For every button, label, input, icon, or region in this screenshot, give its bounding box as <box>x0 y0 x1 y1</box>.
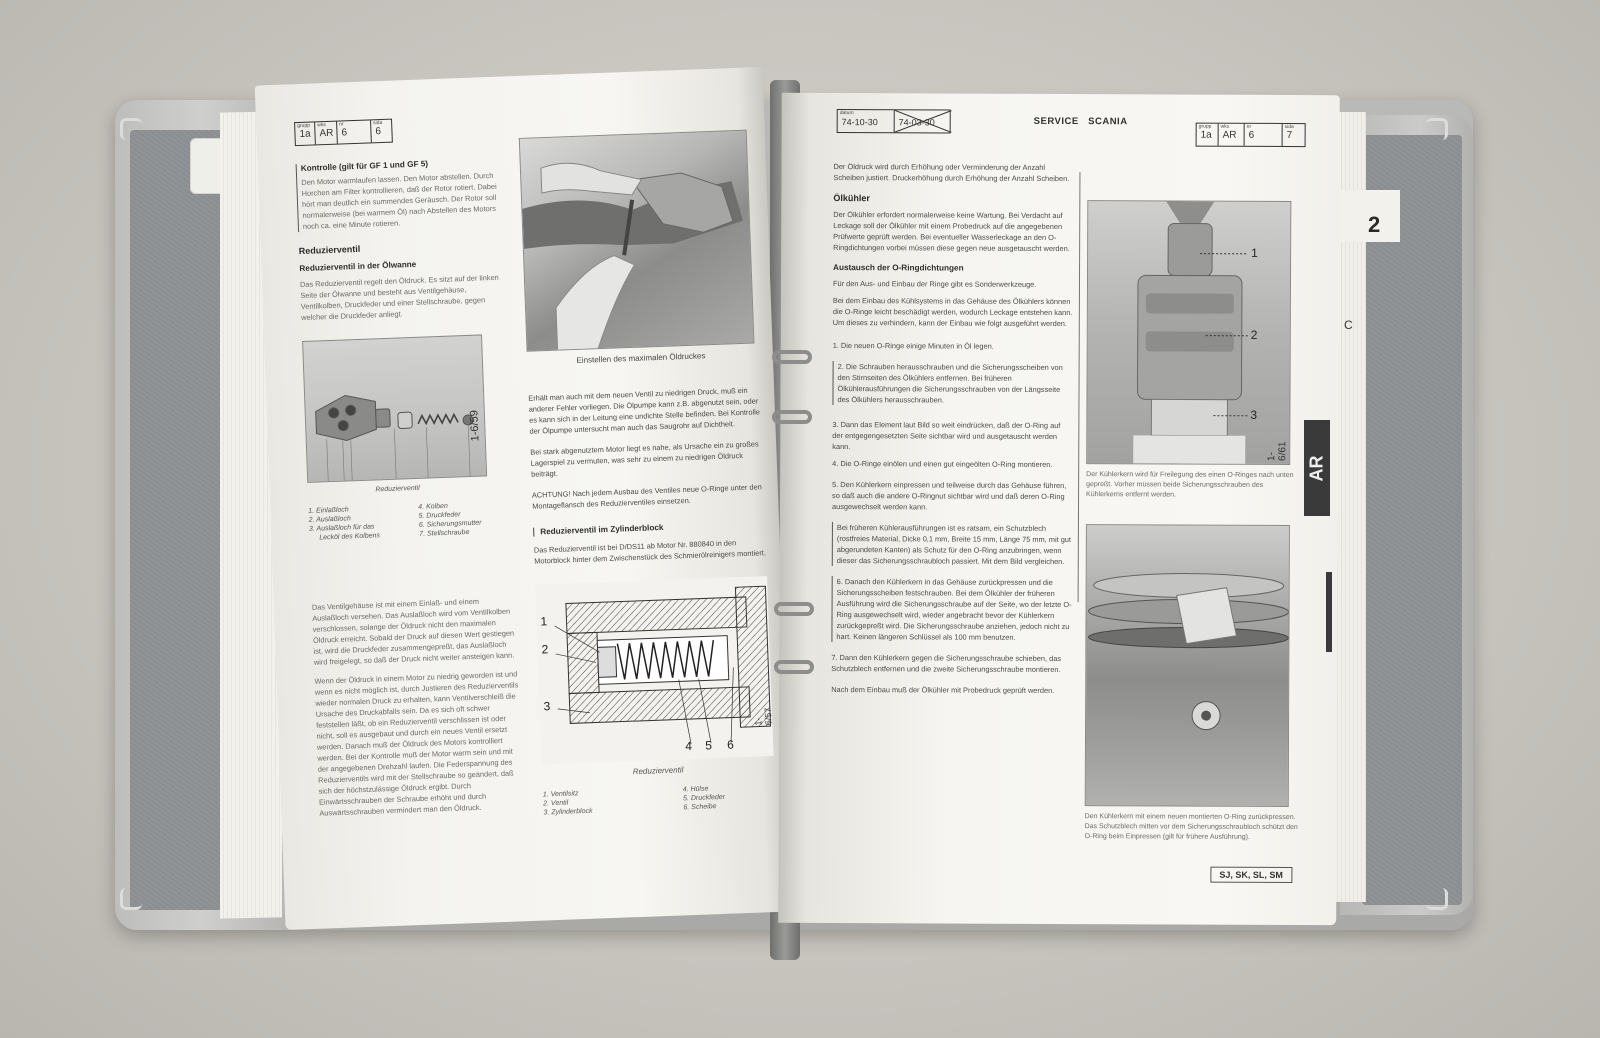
binder-ring <box>774 660 814 674</box>
parts-illustration <box>303 335 487 483</box>
tab-ar-label: AR <box>1306 455 1327 481</box>
corner-top-right <box>1426 118 1448 140</box>
nr-label: nr <box>339 121 344 128</box>
legend-item: 4. Kolben <box>418 502 448 511</box>
step-item: 3. Dann das Element laut Bild so weit eindrücken, daß der O-Ring auf der entgegengesetzten Seite sichtbar wird und ausgetauscht werden kann. <box>832 420 1061 452</box>
grupp-label: grupp <box>1198 123 1212 130</box>
wks-value: AR <box>319 127 334 140</box>
models-box: SJ, SK, SL, SM <box>1210 867 1292 883</box>
step-item: 2. Die Schrauben herausschrauben und die Sicherungsscheiben von den Stirnseiten des Ölkühlers entfernen. Bei früheren Ölkühlerausführungen die Sicherungsschrauben von der Längsseite des Ölkühlers herausschrauben. <box>832 361 1072 406</box>
right-page <box>778 93 1340 925</box>
left-header-grid <box>294 119 393 147</box>
step-item: 7. Dann den Kühlerkern gegen die Sicherungsschraube schieben, das Schutzblech entfernen und die zweite Sicherungsschraube montieren. <box>831 653 1062 675</box>
para-neuen-ventil: Erhält man auch mit dem neuen Ventil zu niedrigen Druck, muß ein anderer Fehler vorliegen. Die Ölpumpe kann z.B. abgenutzt sein, oder es kann sich in der Leitung eine undichte Stelle befinden. Bei Kontrolle der Ölpumpe untersucht man auch das Saugrohr auf Dichtheit. <box>528 385 761 436</box>
heading-austausch: Austausch der O-Ringdichtungen <box>833 263 964 273</box>
legend-item: 5. Druckfeder <box>682 793 726 803</box>
tab-c[interactable]: C <box>1344 318 1353 332</box>
para-ventil: Das Ventilgehäuse ist mit einem Einlaß- und einem Auslaßloch versehen. Das Auslaßloch wird vom Ventilkolben verschlossen, solange der Öldruck nicht den maximalen Öldruck erreicht. Sobald der Druck auf diesen Wert gestiegen ist, wird die Druckfeder zusammengepreßt, das Auslaßloch wird freigelegt, so daß der Druck nicht weiter ansteigen kann. <box>311 596 515 667</box>
photo-reduzierventil-parts <box>302 334 487 483</box>
diagram-label: 1 <box>540 614 548 629</box>
hand-shape <box>541 160 642 198</box>
sida-label: sida <box>1284 123 1294 131</box>
legend-zylinderblock <box>543 783 776 816</box>
para-zu-niedrig: Wenn der Öldruck in einem Motor zu niedrig geworden ist und wenn es nicht möglich ist, durch Justieren des Reduzierventils wieder normalen Druck zu erhalten, kann Ventilverschleiß die Ursache des Druckabfalls sein. Da es sich oft schwer feststellen läßt, ob ein Reduzierventil verschlissen ist oder nicht, soll es ausgebaut und durch ein neues Ventil ersetzt werden. Danach muß der Öldruck des Motors kontrolliert werden. Bei der Kontrolle muß der Motor warm sein und mit der angegebenen Drehzahl laufen. Die Federspannung des Reduzierventils wird mit der Stellschraube so geändert, daß sich der höchstzulässige Öldruck ergibt. Durch Einwärtsschrauben der Schraube erhöht und durch Auswärtsschrauben vermindert man den Öldruck. <box>314 669 519 818</box>
datum-strike <box>895 110 952 132</box>
legend-item: 6. Scheibe <box>683 803 717 812</box>
nr-label: nr <box>1246 123 1252 130</box>
oil-cooler-illustration <box>1087 201 1291 465</box>
legend-item: 1. Einlaßloch <box>308 506 349 515</box>
left-col-2 <box>519 129 776 816</box>
para-intro: Der Öldruck wird durch Erhöhung oder Verminderung der Anzahl Scheiben justiert. Druckerhöhung durch Erhöhung der Anzahl Scheiben. <box>833 162 1070 184</box>
para-abgenutzt: Bei stark abgenutztem Motor liegt es nahe, als Ursache ein zu großes Lagerspiel zu vermuten, was sehr zu einem zu niedrigen Öldruck beiträgt. <box>530 439 759 479</box>
legend-item: 7. Stellschraube <box>419 529 470 538</box>
photo-label: 3 <box>1250 407 1258 422</box>
diagram-caption: Reduzierventil <box>632 765 684 777</box>
wks-value: AR <box>1222 129 1237 141</box>
photo-kuehlerkern-2 <box>1085 524 1290 807</box>
photo-kuehlerkern-1 <box>1086 200 1291 465</box>
grupp-value: 1a <box>299 128 311 140</box>
sida-value: 7 <box>1286 129 1293 142</box>
left-page <box>255 67 794 930</box>
sida-value: 6 <box>375 125 382 138</box>
step-item: 1. Die neuen O-Ringe einige Minuten in Öl legen. <box>832 341 994 351</box>
photo-label: 2 <box>1250 327 1258 342</box>
para-achtung: ACHTUNG! Nach jedem Ausbau des Ventiles neue O-Ringe unter den Montageflansch des Reduzierventiles einsetzen. <box>531 482 762 511</box>
sida-label: sida <box>373 119 383 127</box>
hand-shape <box>554 255 637 352</box>
right-col-1 <box>831 161 1073 696</box>
index-tab-edge <box>1326 572 1332 652</box>
para-kontrolle: Den Motor warmlaufen lassen. Den Motor abstellen. Durch Horchen am Filter kontrollieren, daß der Rotor rotiert. Dabei hört man deutlich ein summendes Geräusch. Der Rotor soll normalerweise (bei warmem Öl) nach Abstellen des Motors noch ca. eine Minute rotieren. <box>301 170 497 231</box>
wks-label: wks <box>1220 123 1230 130</box>
corner-top-left <box>120 118 142 140</box>
nr-value: 6 <box>341 127 348 139</box>
steps-list <box>831 340 1073 696</box>
left-col-1 <box>296 157 525 819</box>
brand-service-scania: SERVICE SCANIA <box>1033 115 1128 128</box>
binder-board-right <box>1362 135 1462 905</box>
binder-ring <box>772 410 812 424</box>
einstellen-illustration <box>520 131 755 352</box>
diagram-label: 4 <box>684 739 693 754</box>
step-item: 5. Den Kühlerkern einpressen und teilweise durch das Gehäuse führen, so daß auch die andere O-Ringnut sichtbar wird und daß deren O-Ring ausgewechselt werden kann. <box>831 480 1067 512</box>
column-divider <box>1078 172 1081 602</box>
heading-kontrolle: Kontrolle (gilt für GF 1 und GF 5) <box>300 159 429 173</box>
legend-item: 4. Hülse <box>682 785 709 794</box>
photo-code-1-6-59: 1-6/59 <box>468 409 482 442</box>
right-header-grid <box>1196 123 1306 147</box>
corner-bottom-left <box>120 888 142 910</box>
diagram-label: 5 <box>704 738 713 753</box>
para-zylinderblock: Das Reduzierventil ist bei D/DS11 ab Motor Nr. 880840 in den Motorblock hinter dem Zwischenstück des Schmierölreinigers montiert. <box>533 538 766 566</box>
binder-ring <box>772 350 812 364</box>
step-item: 4. Die O-Ringe einölen und einen gut eingeölten O-Ring montieren. <box>832 459 1053 469</box>
photo-label: 1 <box>1251 245 1258 260</box>
step-item: Bei früheren Kühlerausführungen ist es ratsam, ein Schutzblech (rostfreies Material, Dicke 0,1 mm, Breite 15 mm, Länge 75 mm, mit gut abgerundeten Kanten) als Schutz für den O-Ring anzubringen, wenn dieser das Sicherungsschraubloch passiert. Mit dem Bild vergleichen. <box>832 522 1072 567</box>
diagram-label: 2 <box>541 642 549 657</box>
diagram-label: 3 <box>543 699 551 714</box>
wks-label: wks <box>317 122 326 129</box>
nr-value: 6 <box>1248 129 1255 141</box>
legend-item: 6. Sicherungsmutter <box>418 519 482 529</box>
step-item: 6. Danach den Kühlerkern in das Gehäuse zurückpressen und die Sicherungsscheiben festschrauben. Bei dem Ölkühler der früheren Ausführung wird die Sicherungsschraube auf der Seite, wo der letzte O-Ring ausgewechselt wird, wieder angebracht bevor der Kühlerkern zurückgepreßt wird. Die Sicherungsschraube anziehen, jedoch nicht zu hart. Keinen längeren Schlüssel als 100 mm benutzen. <box>831 576 1071 643</box>
photo-caption-reduzierventil: Reduzierventil <box>375 484 420 494</box>
valve-housing-shape <box>315 394 377 441</box>
para-sonderwerkzeug: Für den Aus- und Einbau der Ringe gibt es Sonderwerkzeuge. <box>832 279 1037 289</box>
protection-sheet-shape <box>1176 588 1236 644</box>
valve-section-drawing <box>535 576 773 764</box>
diagram-code: 1-6/57 <box>753 707 774 726</box>
legend-item: 3. Zylinderblock <box>543 807 593 817</box>
diagram-label: 6 <box>726 737 735 752</box>
legend-reduzierventil <box>308 500 514 541</box>
tab-number[interactable]: 2 <box>1368 212 1381 237</box>
subheading-oelwanne: Reduzierventil in der Ölwanne <box>299 259 417 274</box>
photo1-caption: Der Kühlerkern wird für Freilegung des einen O-Ringes nach unten gepreßt. Vorher müssen beide Sicherungsschrauben des Kühlerkerns entfernt werden. <box>1086 471 1294 499</box>
right-col-2 <box>1085 200 1308 843</box>
datum-label: datum <box>839 110 854 117</box>
step-item: Nach dem Einbau muß der Ölkühler mit Probedruck geprüft werden. <box>831 685 1055 695</box>
heading-reduzierventil: Reduzierventil <box>298 243 361 257</box>
para-oelkuehler: Der Ölkühler erfordert normalerweise keine Wartung. Bei Verdacht auf Leckage soll der Ölkühler mit einem Probedruck auf die angegebenen Prüfwerte geprüft werden. Bei eventueller Wasserleckage an den O-Ringdichtungen vorbei müssen diese gegen neue ausgetauscht werden. <box>833 210 1070 254</box>
photo-caption-einstellen: Einstellen des maximalen Öldruckes <box>576 351 706 365</box>
photo-code-1-6-61: 1-6/61 <box>1266 441 1289 461</box>
datum-box <box>837 109 951 133</box>
legend-item: 2. Auslaßloch <box>308 515 351 524</box>
diagram-zylinderblock <box>535 576 773 764</box>
heading-oelkuehler: Ölkühler <box>833 193 870 204</box>
oil-cooler-core-illustration <box>1086 525 1290 807</box>
para-oelwanne: Das Reduzierventil regelt den Öldruck. Es sitzt auf der linken Seite der Ölwanne und besteht aus Ventilgehäuse, Ventilkolben, Druckfeder und einer Stellschraube, gegen welcher die Druckfeder anliegt. <box>299 272 499 323</box>
grupp-label: grupp <box>297 122 311 130</box>
photo-einstellen <box>519 130 755 352</box>
legend-item: Lecköl des Kolbens <box>319 532 381 542</box>
section-zylinderblock <box>533 519 765 536</box>
corner-bottom-right <box>1426 888 1448 910</box>
tab-ar[interactable] <box>1304 420 1330 516</box>
photo2-caption: Den Kühlerkern mit einem neuen montierten O-Ring zurückpressen. Das Schutzblech mitten vor dem Sicherungsschraubloch schützt den O-Ring beim Einpressen (gilt für frühere Ausführung). <box>1084 813 1298 841</box>
legend-item: 3. Auslaßloch für das <box>308 523 375 533</box>
legend-item: 2. Ventil <box>543 799 569 808</box>
binder-ring <box>774 602 814 616</box>
legend-item: 5. Druckfeder <box>418 511 461 520</box>
datum-value-1: 74-10-30 <box>841 117 878 128</box>
datum-value-2: 74-03-30 <box>898 117 935 128</box>
legend-item: 1. Ventilsitz <box>542 790 579 799</box>
grupp-value: 1a <box>1200 129 1212 141</box>
para-einbau: Bei dem Einbau des Kühlsystems in das Gehäuse des Ölkühlers können die O-Ringe leicht beschädigt werden, wodurch Leckage entstehen kann. Um dieses zu verhindern, kann der Einbau wie folgt ausgeführt werden. <box>832 296 1073 329</box>
heading-zylinderblock: Reduzierventil im Zylinderblock <box>540 522 664 537</box>
